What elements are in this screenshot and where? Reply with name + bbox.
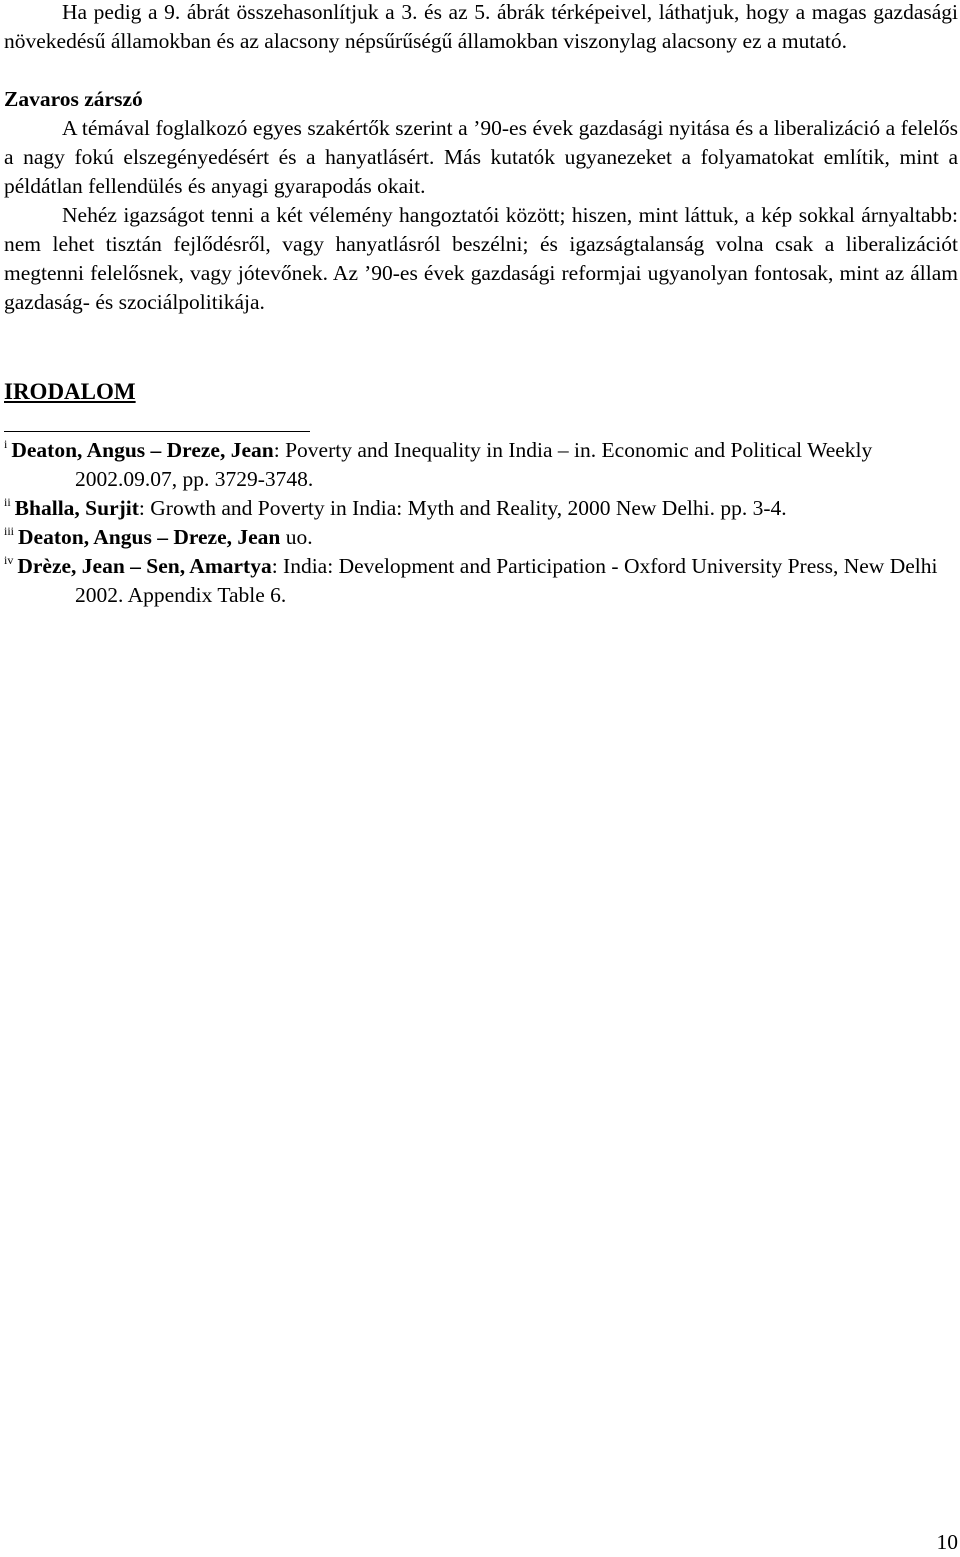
footnote-marker: i xyxy=(4,437,8,451)
footnote-item xyxy=(4,552,958,610)
footnote-authors: Drèze, Jean – Sen, Amartya xyxy=(17,554,272,578)
footnote-marker: ii xyxy=(4,495,11,509)
footnote-text: : India: Development and Participation - Oxford University Press, New Delhi 2002. Appendix Table 6. xyxy=(75,554,938,607)
footnote-list xyxy=(4,436,958,610)
footnote-separator xyxy=(4,431,310,432)
footnote-item xyxy=(4,436,958,494)
footnote-authors: Bhalla, Surjit xyxy=(14,496,139,520)
spacer xyxy=(4,56,958,85)
footnote-marker: iii xyxy=(4,524,15,538)
page-number: 10 xyxy=(936,1530,958,1554)
section-title: Zavaros zárszó xyxy=(4,87,143,111)
document-page xyxy=(4,0,958,610)
footnote-item xyxy=(4,523,958,552)
footnote-authors: Deaton, Angus – Dreze, Jean xyxy=(11,438,274,462)
conclusion-paragraph-1: A témával foglalkozó egyes szakértők szerint a ’90-es évek gazdasági nyitása és a liberalizáció a felelős a nagy fokú elszegényedésért és a hanyatlásért. Más kutatók ugyanezeket a folyamatokat említik, mint a példátlan fellendülés és anyagi gyarapodás okait. xyxy=(4,116,958,198)
literature-heading: IRODALOM xyxy=(4,379,136,404)
intro-paragraph: Ha pedig a 9. ábrát összehasonlítjuk a 3. és az 5. ábrák térképeivel, láthatjuk, hogy a magas gazdasági növekedésű államokban és az alacsony népsűrűségű államokban viszonylag alacsony ez a mutató. xyxy=(4,0,958,53)
spacer xyxy=(4,317,958,375)
footnote-marker: iv xyxy=(4,553,14,567)
footnote-text: : Poverty and Inequality in India – in. Economic and Political Weekly 2002.09.07, pp. 3729-3748. xyxy=(75,438,873,491)
footnote-text: : Growth and Poverty in India: Myth and Reality, 2000 New Delhi. pp. 3-4. xyxy=(138,496,787,520)
footnote-authors: Deaton, Angus – Dreze, Jean xyxy=(18,525,281,549)
footnote-text: uo. xyxy=(280,525,313,549)
footnote-item xyxy=(4,494,958,523)
conclusion-paragraph-2: Nehéz igazságot tenni a két vélemény hangoztatói között; hiszen, mint láttuk, a kép sokkal árnyaltabb: nem lehet tisztán fejlődésről, vagy hanyatlásról beszélni; és igazságtalanság volna csak a liberalizációt megtenni felelősnek, vagy jótevőnek. Az ’90-es évek gazdasági reformjai ugyanolyan fontosak, mint az állam gazdaság- és szociálpolitikája. xyxy=(4,203,958,314)
